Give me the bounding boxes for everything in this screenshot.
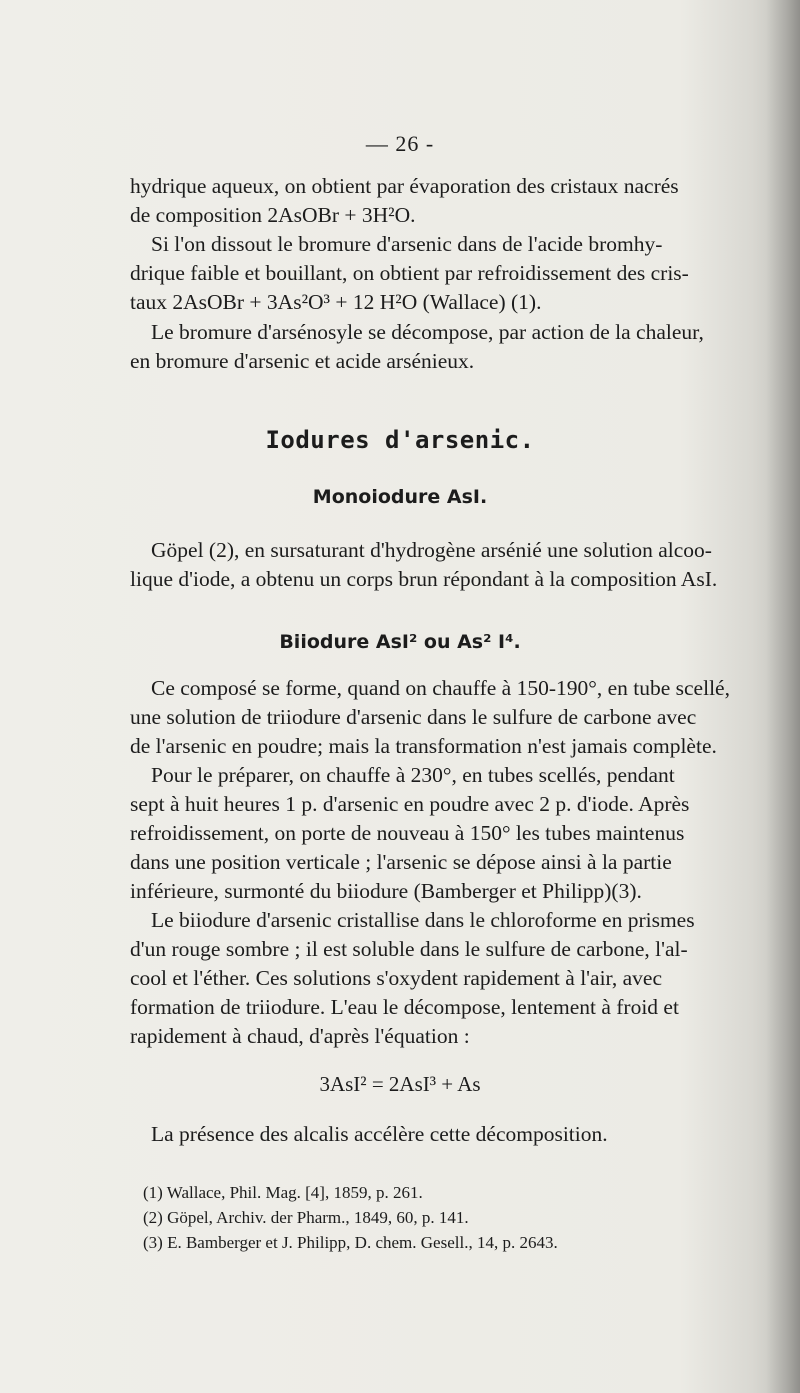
text-line: refroidissement, on porte de nouveau à 150° les tubes maintenus [130, 821, 685, 845]
text-line: hydrique aqueux, on obtient par évaporation des cristaux nacrés [130, 174, 679, 198]
subsection-title-monoiodure: Monoiodure AsI. [312, 486, 488, 508]
text-line: Göpel (2), en sursaturant d'hydrogène arsénié une solution alcoo- [151, 538, 712, 562]
text-line: de composition 2AsOBr + 3H²O. [130, 203, 416, 227]
text-line: formation de triiodure. L'eau le décompose, lentement à froid et [130, 995, 679, 1019]
text-line: taux 2AsOBr + 3As²O³ + 12 H²O (Wallace) (1). [130, 290, 542, 314]
text-line: rapidement à chaud, d'après l'équation : [130, 1024, 470, 1048]
subsection-title-biiodure: Biiodure AsI² ou As² I⁴. [279, 631, 521, 653]
text-line: drique faible et bouillant, on obtient par refroidissement des cris- [130, 261, 689, 285]
text-line: d'un rouge sombre ; il est soluble dans le sulfure de carbone, l'al- [130, 937, 688, 961]
text-line: en bromure d'arsenic et acide arsénieux. [130, 349, 475, 373]
text-line: Pour le préparer, on chauffe à 230°, en tubes scellés, pendant [151, 763, 675, 787]
footnote: (3) E. Bamberger et J. Philipp, D. chem. Gesell., 14, p. 2643. [143, 1233, 558, 1252]
text-line: sept à huit heures 1 p. d'arsenic en poudre avec 2 p. d'iode. Après [130, 792, 690, 816]
text-line: Le bromure d'arsénosyle se décompose, par action de la chaleur, [151, 320, 704, 344]
text-line: inférieure, surmonté du biiodure (Bamberger et Philipp)(3). [130, 879, 642, 903]
equation: 3AsI² = 2AsI³ + As [319, 1072, 481, 1096]
text-line: cool et l'éther. Ces solutions s'oxydent rapidement à l'air, avec [130, 966, 662, 990]
section-title: Iodures d'arsenic. [265, 426, 535, 454]
text-line: lique d'iode, a obtenu un corps brun répondant à la composition AsI. [130, 567, 718, 591]
text-line: dans une position verticale ; l'arsenic se dépose ainsi à la partie [130, 850, 672, 874]
footnote: (1) Wallace, Phil. Mag. [4], 1859, p. 261. [143, 1183, 423, 1202]
text-line: une solution de triiodure d'arsenic dans le sulfure de carbone avec [130, 705, 697, 729]
text-line: Le biiodure d'arsenic cristallise dans le chloroforme en prismes [151, 908, 695, 932]
closing-line: La présence des alcalis accélère cette décomposition. [151, 1122, 608, 1146]
text-line: Si l'on dissout le bromure d'arsenic dans de l'acide bromhy- [151, 232, 663, 256]
footnote: (2) Göpel, Archiv. der Pharm., 1849, 60, p. 141. [143, 1208, 469, 1227]
text-line: de l'arsenic en poudre; mais la transformation n'est jamais complète. [130, 734, 717, 758]
page-number: — 26 - [365, 131, 435, 156]
text-line: Ce composé se forme, quand on chauffe à 150-190°, en tube scellé, [151, 676, 730, 700]
